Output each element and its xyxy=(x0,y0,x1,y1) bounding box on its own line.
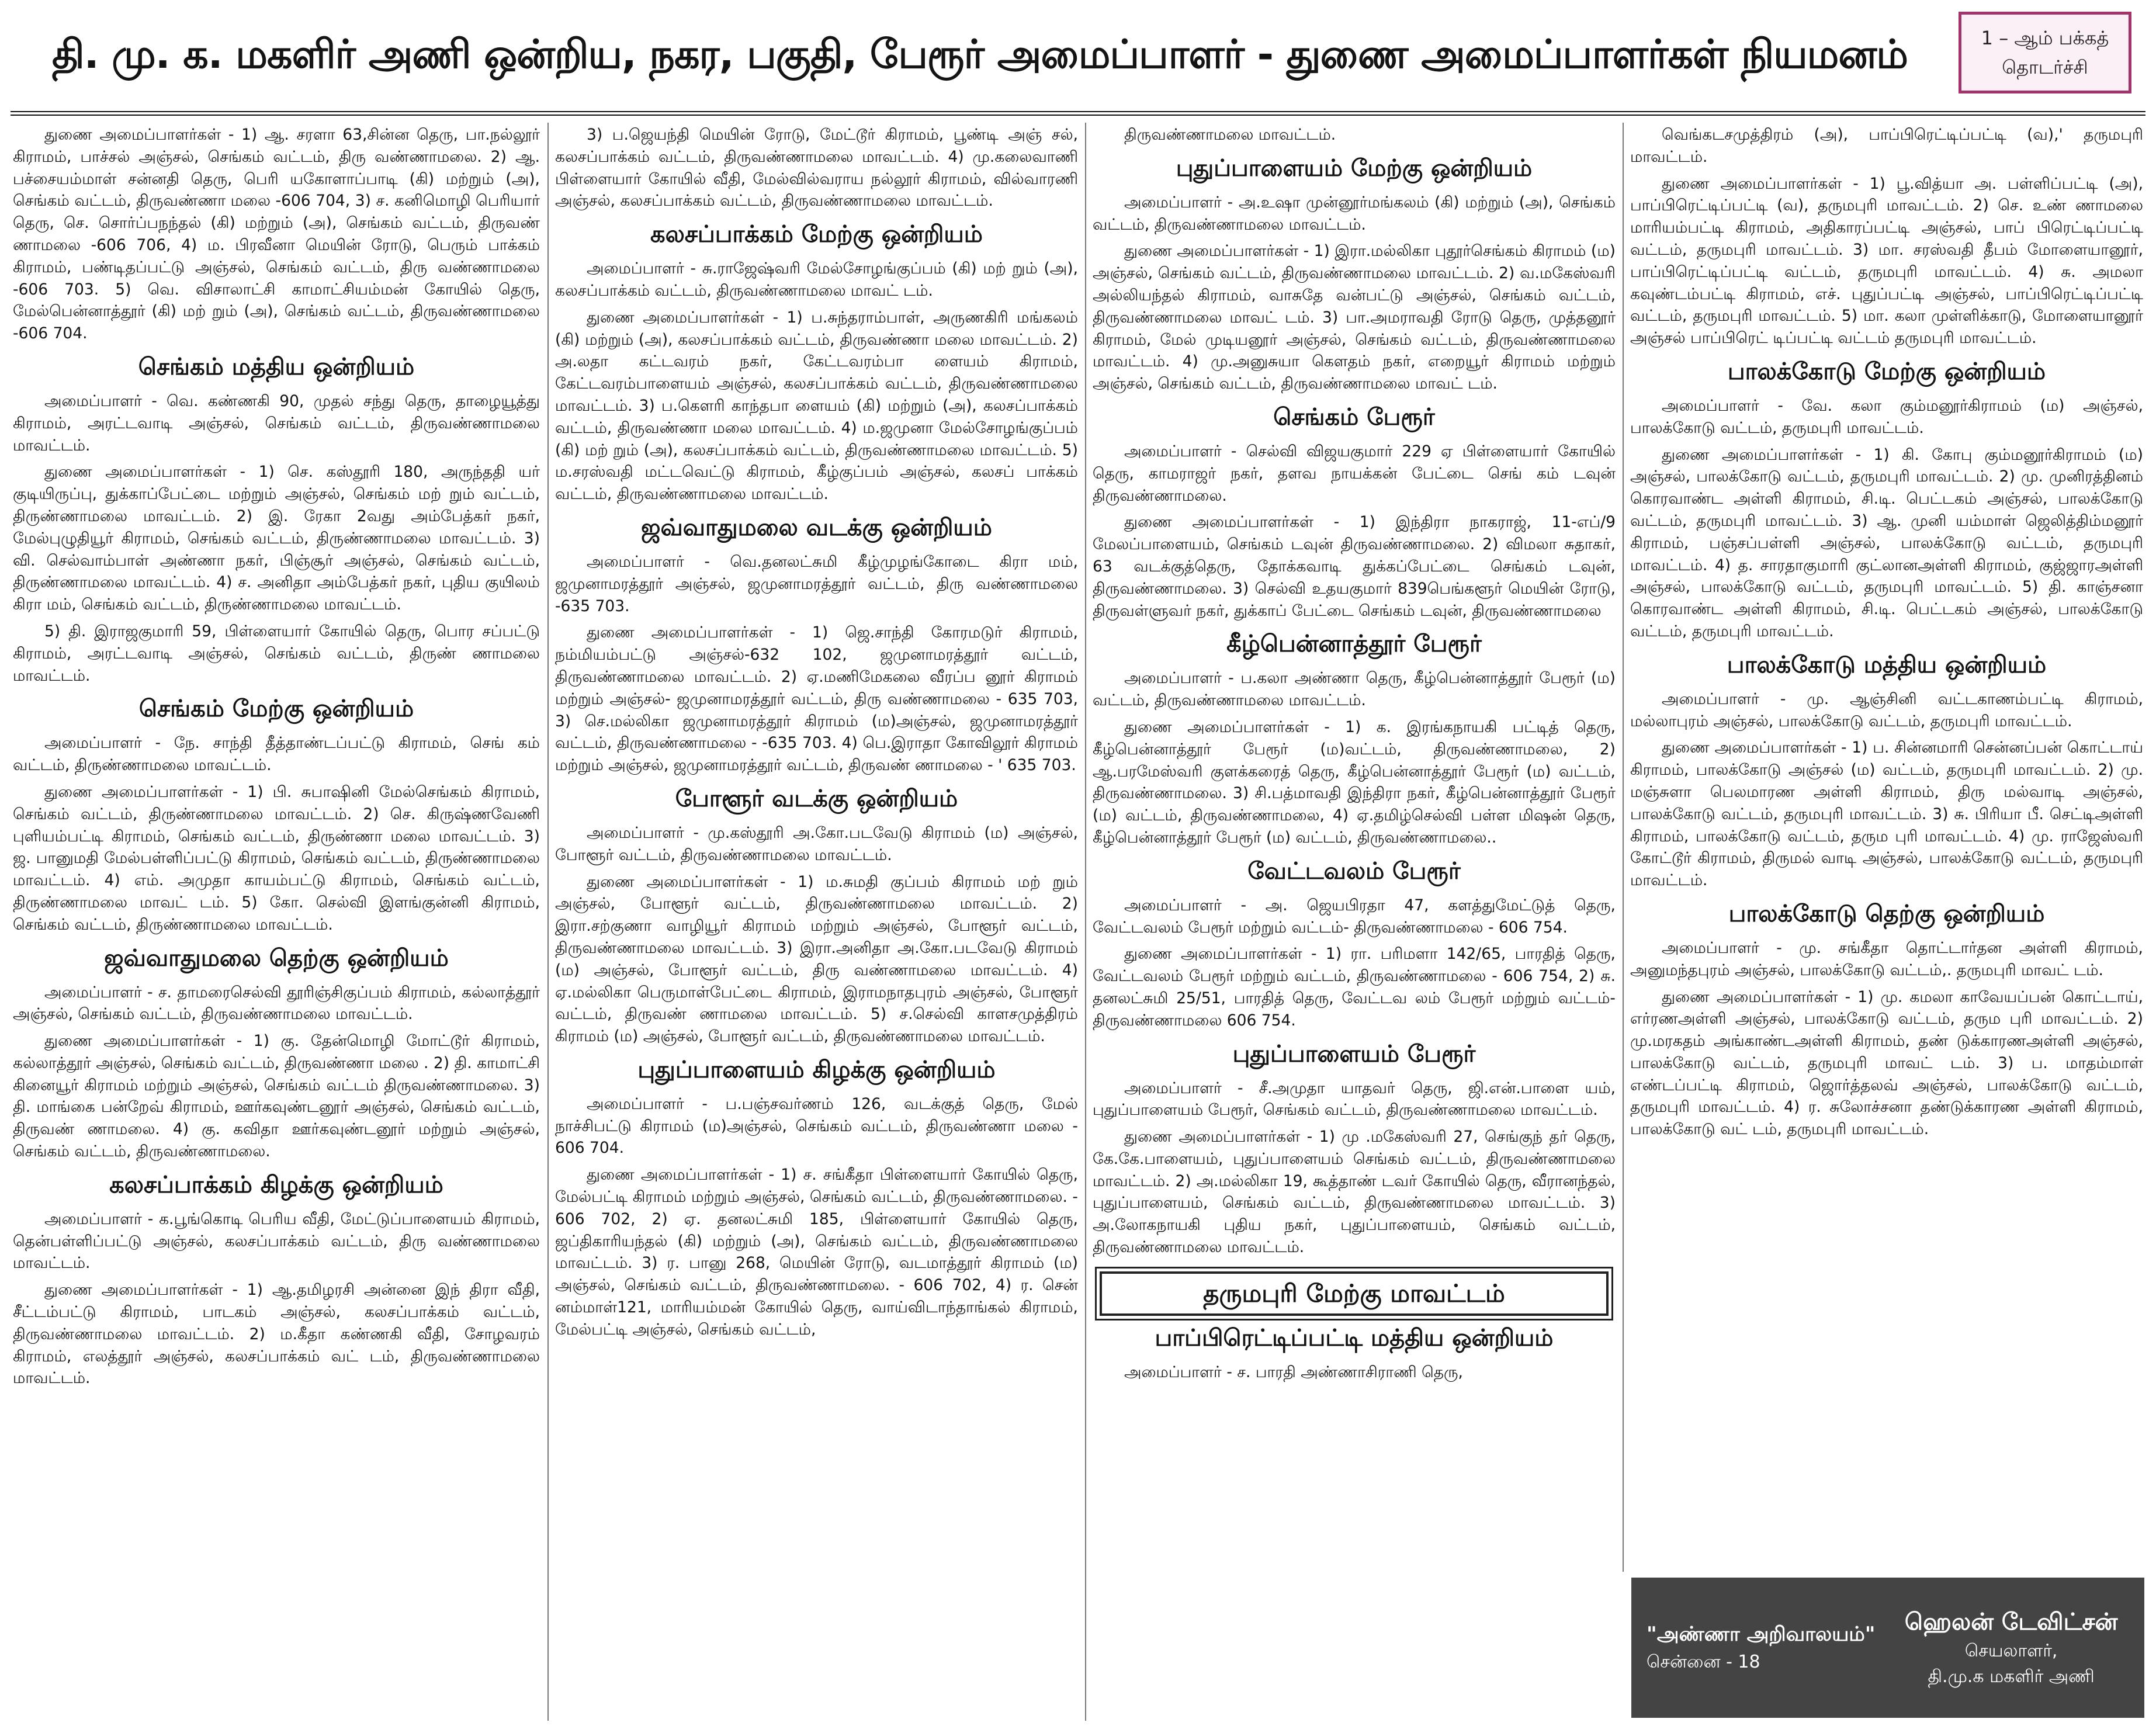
section-heading: வேட்டவலம் பேரூர் xyxy=(1247,857,1461,885)
appointment-paragraph: 5) தி. இராஜகுமாரி 59, பிள்ளையார் கோயில் தெரு, பொர சப்பட்டு கிராமம், அரட்டவாடி அஞ்சல், செங்கம் வட்டம், திருண் ணாமலை மாவட்டம். xyxy=(13,622,540,685)
signature-place: "அண்ணா அறிவாலயம்" xyxy=(1647,1623,1876,1646)
appointment-paragraph: அமைப்பாளர் - அ. ஜெயபிரதா 47, களத்துமேட்டுத் தெரு, வேட்டவலம் பேரூர் மற்றும் வட்டம்- திருவண்ணாமலை - 606 754. xyxy=(1093,896,1616,937)
continuation-line-2: தொடர்ச்சி xyxy=(2002,56,2088,78)
appointment-paragraph: துணை அமைப்பாளர்கள் - 1) கு. தேன்மொழி மோட்டூர் கிராமம், கல்லாத்தூர் அஞ்சல், செங்கம் வட்டம், திருவண்ணா மலை . 2) தி. காமாட்சி கினையூர் கிராமம் மற்றும் அஞ்சல், செங்கம் வட்டம் திருவண்ணாமலை. 3) தி. மாங்கை பன்றேவ் கிராமம், ஊர்கவுண்டனூர் அஞ்சல், செங்கம் வட்டம், திருவண் ணாமலை. 4) கு. கவிதா ஊர்கவுண்டனூர் மற்றும் அஞ்சல், செங்கம் வட்டம், திருவண்ணாமலை. xyxy=(13,1032,540,1161)
section-heading: புதுப்பாளையம் மேற்கு ஒன்றியம் xyxy=(1176,154,1533,182)
appointment-paragraph: துணை அமைப்பாளர்கள் - 1) ரா. பரிமளா 142/65, பாரதித் தெரு, வேட்டவலம் பேரூர் மற்றும் வட்டம், திருவண்ணாமலை - 606 754, 2) சு. தனலட்சுமி 25/51, பாரதித் தெரு, வேட்டவ லம் பேரூர் மற்றும் வட்டம்- திருவண்ணாமலை 606 754. xyxy=(1093,945,1616,1030)
appointment-paragraph: அமைப்பாளர் - ச. பாரதி அண்ணாசிராணி தெரு, xyxy=(1124,1363,1463,1381)
appointment-paragraph: திருவண்ணாமலை மாவட்டம். xyxy=(1124,126,1336,144)
article-column-1 xyxy=(13,124,540,1722)
appointment-paragraph: துணை அமைப்பாளர்கள் - 1) ப. சின்னமாரி சென்னப்பன் கொட்டாய் கிராமம், பாலக்கோடு அஞ்சல் (ம) வட்டம், தருமபுரி மாவட்டம். 2) மு. மஞ்சுளா பெலமாரண அள்ளி கிராமம், திரு மல்வாடி அஞ்சல், பாலக்கோடு வட்டம், தருமபுரி மாவட்டம். 3) சு. பிரியா பீ. செட்டிஅள்ளி கிராமம், பாலக்கோடு வட்டம், தரும புரி மாவட்டம். 4) மு. ராஜேஸ்வரி கோட்டூர் கிராமம், திருமல் வாடி அஞ்சல், பாலக்கோடு வட்டம், தருமபுரி மாவட்டம். xyxy=(1630,739,2143,890)
appointment-paragraph: அமைப்பாளர் - நே. சாந்தி தீத்தாண்டப்பட்டு கிராமம், செங் கம் வட்டம், திருண்ணாமலை மாவட்டம். xyxy=(13,734,540,775)
page-title: தி. மு. க. மகளிர் அணி ஒன்றிய, நகர, பகுதி, பேரூர் அமைப்பாளர் - துணை அமைப்பாளர்கள் நியமனம் xyxy=(52,32,1908,78)
appointment-paragraph: அமைப்பாளர் - சு.ராஜேஷ்வரி மேல்சோழங்குப்பம் (கி) மற் றும் (அ), கலசப்பாக்கம் வட்டம், திருவண்ணாமலை மாவட் டம். xyxy=(555,259,1078,300)
appointment-paragraph: துணை அமைப்பாளர்கள் - 1) செ. கஸ்தூரி 180, அருந்ததி யர் குடியிருப்பு, துக்காப்பேட்டை மற்றும் அஞ்சல், செங்கம் மற் றும் வட்டம், திருண்ணாமலை மாவட்டம். 2) இ. ரேகா 2வது அம்பேத்கர் நகர், மேல்புழுதியூர் கிராமம், செங்கம் வட்டம், திருண்ணாமலை மாவட்டம். 3) வி. செல்வாம்பாள் அண்ணா நகர், பிஞ்சூர் அஞ்சல், செங்கம் வட்டம், திருண்ணாமலை மாவட்டம். 4) ச. அனிதா அம்பேத்கர் நகர், புதிய குயிலம் கிரா மம், செங்கம் வட்டம், திருண்ணாமலை மாவட்டம். xyxy=(13,463,540,614)
appointment-paragraph: அமைப்பாளர் - வெ.தனலட்சுமி கீழ்முழங்கோடை கிரா மம், ஜமுனாமரத்தூர் அஞ்சல், ஜமுனாமரத்தூர் வட்டம், திரு வண்ணாமலை -635 703. xyxy=(555,552,1078,615)
signature-address xyxy=(1631,1620,1878,1676)
section-heading: புதுப்பாளையம் கிழக்கு ஒன்றியம் xyxy=(637,1056,996,1083)
signature-city: சென்னை - 18 xyxy=(1647,1652,1760,1672)
section-heading: புதுப்பாளையம் பேரூர் xyxy=(1232,1040,1476,1068)
section-heading: ஜவ்வாதுமலை வடக்கு ஒன்றியம் xyxy=(641,514,992,541)
appointment-paragraph: துணை அமைப்பாளர்கள் - 1) இந்திரா நாகராஜ், 11-எப்/9 மேலப்பாளையம், செங்கம் டவுன் திருவண்ணாமலை. 2) விமலா சுதாகர், 63 வடக்குத்தெரு, தோக்கவாடி துக்கப்பேட்டை செங்கம் டவுன், திருவண்ணாமலை. 3) செல்வி உதயகுமார் 839பெங்களூர் மெயின் ரோடு, திருவள்ளுவர் நகர், துக்காப் பேட்டை செங்கம் டவுன், திருவண்ணாமலை xyxy=(1093,513,1616,620)
appointment-paragraph: அமைப்பாளர் - மு.கஸ்தூரி அ.கோ.படவேடு கிராமம் (ம) அஞ்சல், போளூர் வட்டம், திருவண்ணாமலை மாவட்டம். xyxy=(555,823,1078,864)
appointment-paragraph: அமைப்பாளர் - ச. தாமரைசெல்வி தூரிஞ்சிகுப்பம் கிராமம், கல்லாத்தூர் அஞ்சல், செங்கம் வட்டம், திருவண்ணாமலை மாவட்டம். xyxy=(13,983,540,1024)
appointment-paragraph: 3) ப.ஜெயந்தி மெயின் ரோடு, மேட்டூர் கிராமம், பூண்டி அஞ் சல், கலசப்பாக்கம் வட்டம், திருவண்ணாமலை மாவட்டம். 4) மு.கலைவாணி பிள்ளையார் கோயில் வீதி, மேல்வில்வராய நல்லூர் கிராமம், வில்வாரணி அஞ்சல், கலசப்பாக்கம் வட்டம், திருவண்ணாமலை மாவட்டம். xyxy=(555,126,1078,210)
signatory-role: செயலாளர், xyxy=(1964,1641,2058,1661)
appointment-paragraph: அமைப்பாளர் - சீ.அமுதா யாதவர் தெரு, ஜி.என்.பாளை யம், புதுப்பாளையம் பேரூர், செங்கம் வட்டம், திருவண்ணாமலை மாவட்டம். xyxy=(1093,1079,1616,1120)
title-divider xyxy=(11,111,2145,116)
signature-signatory xyxy=(1878,1606,2144,1690)
appointment-paragraph: அமைப்பாளர் - ப.கலா அண்ணா தெரு, கீழ்பென்னாத்தூர் பேரூர் (ம) வட்டம், திருவண்ணாமலை மாவட்டம். xyxy=(1093,669,1616,710)
appointment-paragraph: அமைப்பாளர் - வே. கலா கும்மனூர்கிராமம் (ம) அஞ்சல், பாலக்கோடு வட்டம், தருமபுரி மாவட்டம். xyxy=(1630,396,2143,437)
signatory-organisation: தி.மு.க மகளிர் அணி xyxy=(1928,1666,2095,1687)
appointment-paragraph: துணை அமைப்பாளர்கள் - 1) கி. கோபு கும்மனூர்கிராமம் (ம) அஞ்சல், பாலக்கோடு வட்டம், தருமபுரி மாவட்டம். 2) மு. முனிரத்தினம் கொரவாண்ட அள்ளி கிராமம், சி.டி. பெட்டகம் அஞ்சல், பாலக்கோடு வட்டம், தருமபுரி மாவட்டம். 3) ஆ. முனி யம்மாள் ஜெலித்திம்மனூர் கிராமம், பஞ்சப்பள்ளி அஞ்சல், பாலக்கோடு வட்டம், தருமபுரி மாவட்டம். 4) த. சாரதாகுமாரி குட்லானஅள்ளி கிராமம், குஜ்ஜாரஅள்ளி அஞ்சல், பாலக்கோடு வட்டம், தருமபுரி மாவட்டம். 5) தி. காஞ்சனா கொரவாண்ட அள்ளி கிராமம், சி.டி. பெட்டகம் அஞ்சல், பாலக்கோடு வட்டம், தருமபுரி மாவட்டம். xyxy=(1630,445,2143,640)
column-divider xyxy=(547,123,549,1721)
appointment-paragraph: துணை அமைப்பாளர்கள் - 1) இரா.மல்லிகா புதூர்செங்கம் கிராமம் (ம) அஞ்சல், செங்கம் வட்டம், திருவண்ணாமலை மாவட்டம். 2) வ.மகேஸ்வரி அல்லியந்தல் கிராமம், வாசுதே வன்பட்டு அஞ்சல், செங்கம் வட்டம், திருவண்ணாமலை மாவட் டம். 3) பா.அமராவதி ரோடு தெரு, முத்தனூர் கிராமம், மேல் முடியனூர் அஞ்சல், செங்கம் வட்டம், திருவண்ணாமலை மாவட்டம். 4) மு.அனுசுயா கௌதம் நகர், எறையூர் கிராமம் மற்றும் அஞ்சல், செங்கம் வட்டம், திருவண்ணாமலை மாவட் டம். xyxy=(1093,242,1616,393)
section-heading: பாப்பிரெட்டிப்பட்டி மத்திய ஒன்றியம் xyxy=(1155,1324,1554,1351)
appointment-paragraph: அமைப்பாளர் - வெ. கண்ணகி 90, முதல் சந்து தெரு, தாழையூத்து கிராமம், அரட்டவாடி அஞ்சல், செங்கம் வட்டம், திருவண்ணாமலை மாவட்டம். xyxy=(13,391,540,455)
article-column-3 xyxy=(1093,124,1616,1722)
appointment-paragraph: துணை அமைப்பாளர்கள் - 1) பி. சுபாஷினி மேல்செங்கம் கிராமம், செங்கம் வட்டம், திருண்ணாமலை மாவட்டம். 2) செ. கிருஷ்ணவேணி புளியம்பட்டி கிராமம், செங்கம் வட்டம், திருண்ணா மலை மாவட்டம். 3) ஜ. பானுமதி மேல்பள்ளிப்பட்டு கிராமம், செங்கம் வட்டம், திருண்ணாமலை மாவட்டம். 4) எம். அமுதா காயம்பட்டு கிராமம், செங்கம் வட்டம், திருண்ணாமலை மாவட் டம். 5) கோ. செல்வி இளங்குன்னி கிராமம், செங்கம் வட்டம், திருண்ணாமலை மாவட்டம். xyxy=(13,782,540,934)
signatory-name: ஹெலன் டேவிட்சன் xyxy=(1904,1609,2118,1635)
article-column-4 xyxy=(1630,124,2143,1573)
column-divider xyxy=(1085,123,1086,1721)
page-continuation-box xyxy=(1959,12,2131,93)
appointment-paragraph: அமைப்பாளர் - க.பூங்கொடி பெரிய வீதி, மேட்டுப்பாளையம் கிராமம், தென்பள்ளிப்பட்டு அஞ்சல், கலசப்பாக்கம் வட்டம், திரு வண்ணாமலை மாவட்டம். xyxy=(13,1209,540,1273)
section-heading: பாலக்கோடு தெற்கு ஒன்றியம் xyxy=(1728,900,2045,927)
section-heading: கலசப்பாக்கம் கிழக்கு ஒன்றியம் xyxy=(109,1171,443,1198)
district-heading: தருமபுரி மேற்கு மாவட்டம் xyxy=(1100,1271,1609,1316)
appointment-paragraph: துணை அமைப்பாளர்கள் - 1) ஆ.தமிழரசி அன்னை இந் திரா வீதி, சீட்டம்பட்டு கிராமம், பாடகம் அஞ்சல், கலசப்பாக்கம் வட்டம், திருவண்ணாமலை மாவட்டம். 2) ம.கீதா கண்ணகி வீதி, சோழவரம் கிராமம், எலத்தூர் அஞ்சல், கலசப்பாக்கம் வட் டம், திருவண்ணாமலை மாவட்டம். xyxy=(13,1281,540,1388)
appointment-paragraph: துணை அமைப்பாளர்கள் - 1) ம.சுமதி குப்பம் கிராமம் மற் றும் அஞ்சல், போளூர் வட்டம், திருவண்ணாமலை மாவட்டம். 2) இரா.சற்குணா வாழியூர் கிராமம் மற்றும் அஞ்சல், போளூர் வட்டம், திருவண்ணாமலை மாவட்டம். 3) இரா.அனிதா அ.கோ.படவேடு கிராமம் (ம) அஞ்சல், போளூர் வட்டம், திரு வண்ணாமலை மாவட்டம். 4) ஏ.மல்லிகா பெருமாள்பேட்டை கிராமம், இராமநாதபுரம் அஞ்சல், போளூர் வட்டம், திருவண் ணாமலை மாவட்டம். 5) ச.செல்வி காளசமுத்திரம் கிராமம் (ம) அஞ்சல், போளூர் வட்டம், திருவண்ணாமலை மாவட்டம். xyxy=(555,872,1078,1046)
appointment-paragraph: துணை அமைப்பாளர்கள் - 1) மு .மகேஸ்வரி 27, செங்குந் தர் தெரு, கே.கே.பாளையம், புதுப்பாளையம் செங்கம் வட்டம், திருவண்ணாமலை மாவட்டம். 2) அ.மல்லிகா 19, கூத்தாண் டவர் கோயில் தெரு, வீரானந்தல், புதுப்பாளையம், செங்கம் வட்டம், திருவண்ணாமலை மாவட்டம். 3) அ.லோகநாயகி புதிய நகர், புதுப்பாளையம், செங்கம் வட்டம், திருவண்ணாமலை மாவட்டம். xyxy=(1093,1128,1616,1257)
section-heading: செங்கம் மேற்கு ஒன்றியம் xyxy=(138,695,414,723)
section-heading: செங்கம் மத்திய ஒன்றியம் xyxy=(138,353,415,380)
appointment-paragraph: அமைப்பாளர் - செல்வி விஜயகுமார் 229 ஏ பிள்ளையார் கோயில் தெரு, காமராஜர் நகர், தளவ நாயக்கன் பேட்டை செங் கம் டவுன் திருவண்ணாமலை. xyxy=(1093,442,1616,505)
appointment-paragraph: அமைப்பாளர் - அ.உஷா முன்னூர்மங்கலம் (கி) மற்றும் (அ), செங்கம் வட்டம், திருவண்ணாமலை மாவட்டம். xyxy=(1093,193,1616,234)
appointment-paragraph: துணை அமைப்பாளர்கள் - 1) ப.சுந்தராம்பாள், அருணகிரி மங்கலம் (கி) மற்றும் (அ), கலசப்பாக்கம் வட்டம், திருவண்ணா மலை மாவட்டம். 2) அ.லதா கட்டவரம் நகர், கேட்டவரம்பா ளையம் கிராமம், கேட்டவரம்பாளையம் அஞ்சல், கலசப்பாக்கம் வட்டம், திருவண்ணாமலை மாவட்டம். 3) ப.கௌரி காந்தபா ளையம் (கி) மற்றும் (அ), கலசப்பாக்கம் வட்டம், திருவண்ணா மலை மாவட்டம். 4) ம.ஜமுனா மேல்சோழங்குப்பம் (கி) மற் றும் (அ), கலசப்பாக்கம் வட்டம், திருவண்ணாமலை மாவட்டம். 5) ம.சரஸ்வதி மட்டவெட்டு கிராமம், கீழ்குப்பம் அஞ்சல், கலசப் பாக்கம் வட்டம், திருவண்ணாமலை மாவட்டம். xyxy=(555,308,1078,504)
section-heading: கலசப்பாக்கம் மேற்கு ஒன்றியம் xyxy=(650,221,983,248)
appointment-paragraph: அமைப்பாளர் - மு. சங்கீதா தொட்டார்தன அள்ளி கிராமம், அனுமந்தபுரம் அஞ்சல், பாலக்கோடு வட்டம்,. தருமபுரி மாவட் டம். xyxy=(1630,938,2143,979)
continuation-line-1: 1 – ஆம் பக்கத் xyxy=(1981,27,2109,49)
section-heading: போளூர் வடக்கு ஒன்றியம் xyxy=(675,785,958,812)
appointment-paragraph: துணை அமைப்பாளர்கள் - 1) க. இரங்கநாயகி பட்டித் தெரு, கீழ்பென்னாத்தூர் பேரூர் (ம)வட்டம், திருவண்ணாமலை, 2) ஆ.பரமேஸ்வரி குளக்கரைத் தெரு, கீழ்பென்னாத்தூர் பேரூர் (ம) வட்டம், திருவண்ணாமலை. 3) சி.பத்மாவதி இந்திரா நகர், கீழ்பென்னாத்தூர் பேரூர் (ம) வட்டம், திருவண்ணாமலை, 4) ஏ.தமிழ்செல்வி பள்ள மிஷன் தெரு, கீழ்பென்னாத்தூர் பேரூர் (ம) வட்டம், திருவண்ணாமலை.. xyxy=(1093,718,1616,847)
appointment-paragraph: அமைப்பாளர் - ப.பஞ்சவர்ணம் 126, வடக்குத் தெரு, மேல் நாச்சிபட்டு கிராமம் (ம)அஞ்சல், செங்கம் வட்டம், திருவண்ணா மலை - 606 704. xyxy=(555,1094,1078,1157)
article-column-2 xyxy=(555,124,1078,1722)
appointment-paragraph: துணை அமைப்பாளர்கள் - 1) ஜெ.சாந்தி கோரமடுர் கிராமம், நம்மியம்பட்டு அஞ்சல்-632 102, ஜமுனாமரத்தூர் வட்டம், திருவண்ணாமலை மாவட்டம். 2) ஏ.மணிமேகலை வீரப்ப னூர் கிராமம் மற்றும் அஞ்சல்- ஜமுனாமரத்தூர் வட்டம், திரு வண்ணாமலை - 635 703, 3) செ.மல்லிகா ஜமுனாமரத்தூர் கிராமம் (ம)அஞ்சல், ஜமுனாமரத்தூர் வட்டம், திருவண்ணாமலை - -635 703. 4) பெ.இராதா கோவிலூர் கிராமம் மற்றும் அஞ்சல், ஜமுனாமரத்தூர் வட்டம், திருவண் ணாமலை - ' 635 703. xyxy=(555,623,1078,775)
section-heading: கீழ்பென்னாத்தூர் பேரூர் xyxy=(1226,630,1482,658)
appointment-paragraph: துணை அமைப்பாளர்கள் - 1) பூ.வித்யா அ. பள்ளிப்பட்டி (அ), பாப்பிரெட்டிப்பட்டி (வ), தருமபுரி மாவட்டம். 2) செ. உண் ணாமலை மாரியம்பட்டி கிராமம், அதிகாரப்பட்டி அஞ்சல், பாப் பிரெட்டிப்பட்டி வட்டம், தருமபுரி மாவட்டம். 3) மா. சரஸ்வதி தீபம் மோளையானூர், பாப்பிரெட்டிப்பட்டி வட்டம், தருமபுரி மாவட்டம். 4) சு. அமலா கவுண்டம்பட்டி கிராமம், எச். புதுப்பட்டி அஞ்சல், பாப்பிரெட்டிப்பட்டி வட்டம், தருமபுரி மாவட்டம். 5) மா. கலா முள்ளிக்காடு, மோளையானூர் அஞ்சல் பாப்பிரெட் டிப்பட்டி வட்டம் தருமபுரி மாவட்டம். xyxy=(1630,174,2143,348)
appointment-paragraph: வெங்கடசமுத்திரம் (அ), பாப்பிரெட்டிப்பட்டி (வ),' தருமபுரி மாவட்டம். xyxy=(1630,126,2143,166)
column-divider xyxy=(1623,123,1624,1572)
appointment-paragraph: துணை அமைப்பாளர்கள் - 1) ச. சங்கீதா பிள்ளையார் கோயில் தெரு, மேல்பட்டி கிராமம் மற்றும் அஞ்சல், செங்கம் வட்டம், திருவண்ணாமலை. - 606 702, 2) ஏ. தனலட்சுமி 185, பிள்ளையார் கோயில் தெரு, ஜப்திகாரியந்தல் (கி) மற்றும் (அ), செங்கம் வட்டம், திருவண்ணாமலை மாவட்டம். 3) ர. பானு 268, மெயின் ரோடு, வடமாத்தூர் கிராமம் (ம) அஞ்சல், செங்கம் வட்டம், திருவண்ணாமலை. - 606 702, 4) ர. சென் னம்மாள்121, மாரியம்மன் கோயில் தெரு, வாய்விடாந்தாங்கல் கிராமம், மேல்பட்டி அஞ்சல், செங்கம் வட்டம், xyxy=(555,1166,1078,1339)
signature-box xyxy=(1631,1578,2144,1718)
section-heading: பாலக்கோடு மத்திய ஒன்றியம் xyxy=(1727,651,2047,678)
appointment-paragraph: அமைப்பாளர் - மு. ஆஞ்சினி வட்டகாணம்பட்டி கிராமம், மல்லாபுரம் அஞ்சல், பாலக்கோடு வட்டம், தருமபுரி மாவட்டம். xyxy=(1630,689,2143,730)
appointment-paragraph: துணை அமைப்பாளர்கள் - 1) ஆ. சரளா 63,சின்ன தெரு, பா.நல்லூர் கிராமம், பாச்சல் அஞ்சல், செங்கம் வட்டம், திரு வண்ணாமலை. 2) ஆ. பச்சையம்மாள் சன்னதி தெரு, பெரி யகோளாப்பாடி (கி) மற்றும் (அ), செங்கம் வட்டம், திருவண்ணா மலை -606 704, 3) ச. கனிமொழி பெரியார் தெரு, செ. சொர்ப்பநந்தல் (கி) மற்றும் (அ), செங்கம் வட்டம், திருவண் ணாமலை -606 706, 4) ம. பிரவீனா மெயின் ரோடு, பெரும் பாக்கம் கிராமம், பண்டிதப்பட்டு அஞ்சல், செங்கம் வட்டம், திரு வண்ணாமலை -606 703. 5) வெ. விசாலாட்சி காமாட்சியம்மன் கோயில் தெரு, மேல்பென்னாத்தூர் (கி) மற் றும் (அ), செங்கம் வட்டம், திருவண்ணாமலை -606 704. xyxy=(13,126,540,343)
section-heading: பாலக்கோடு மேற்கு ஒன்றியம் xyxy=(1727,358,2046,385)
appointment-paragraph: துணை அமைப்பாளர்கள் - 1) மு. கமலா காவேயப்பன் கொட்டாய், எர்ரணஅள்ளி அஞ்சல், பாலக்கோடு வட்டம், தரும புரி மாவட்டம். 2) மு.மரகதம் அங்காண்டஅள்ளி கிராமம், தண் டுக்காரணஅள்ளி அஞ்சல், பாலக்கோடு வட்டம், தருமபுரி மாவட் டம். 3) ப. மாதம்மாள் எண்டப்பட்டி கிராமம், ஜொர்த்தலவ் அஞ்சல், பாலக்கோடு வட்டம், தருமபுரி மாவட்டம். 4) ர. சுலோச்சனா தண்டுக்காரண அள்ளி கிராமம், பாலக்கோடு வட் டம், தருமபுரி மாவட்டம். xyxy=(1630,987,2143,1139)
section-heading: ஜவ்வாதுமலை தெற்கு ஒன்றியம் xyxy=(104,944,449,972)
section-heading: செங்கம் பேரூர் xyxy=(1273,403,1435,431)
